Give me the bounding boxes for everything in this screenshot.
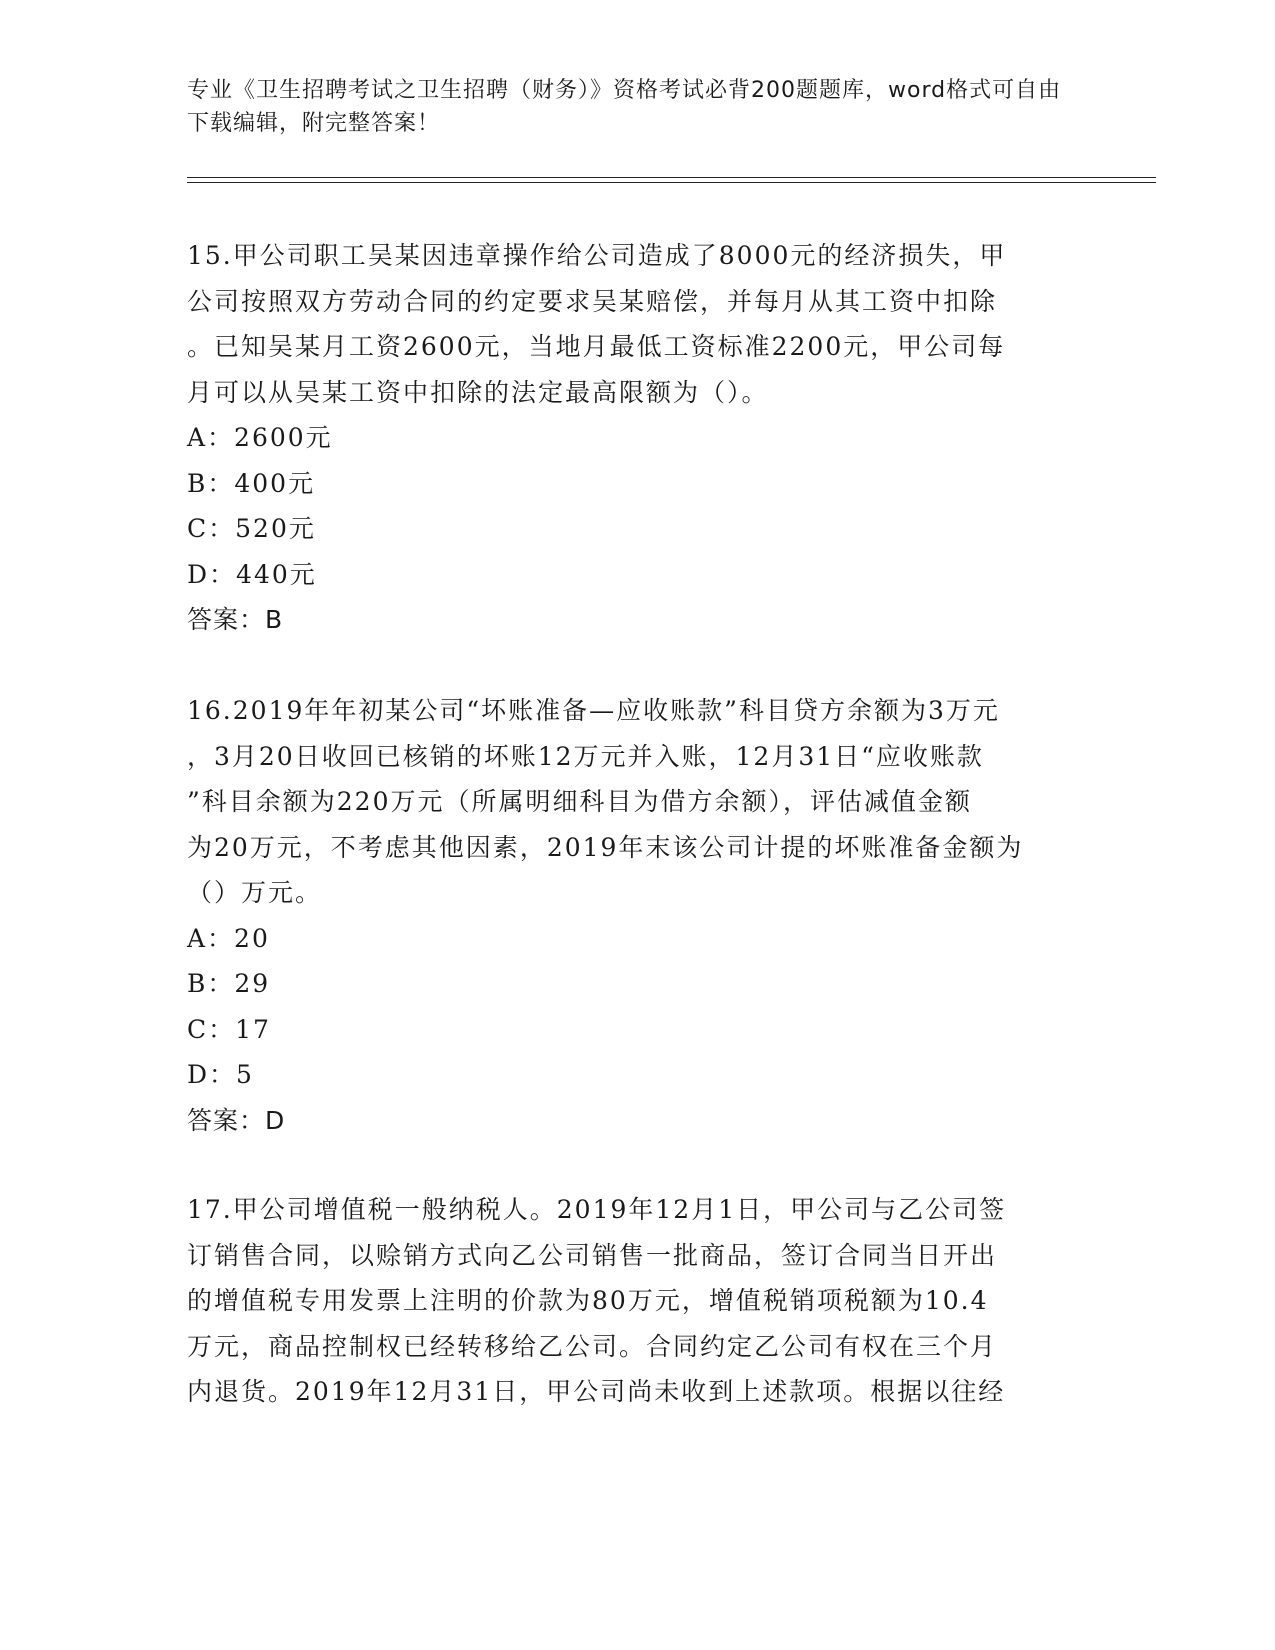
question-16-line-2: ，3月20日收回已核销的坏账12万元并入账，12月31日“应收账款	[187, 741, 984, 771]
question-16-option-b: B：29	[187, 969, 271, 998]
question-15-option-c: C：520元	[187, 514, 316, 543]
question-17-line-2: 订销售合同，以赊销方式向乙公司销售一批商品，签订合同当日开出	[187, 1240, 998, 1270]
question-16	[187, 688, 1077, 1143]
question-15-line-1: 15.甲公司职工吴某因违章操作给公司造成了8000元的经济损失，甲	[187, 241, 1007, 270]
header-divider-top	[187, 177, 1156, 178]
question-15-answer: 答案：B	[187, 605, 284, 634]
header-divider-bottom	[187, 182, 1156, 183]
document-header	[187, 74, 1067, 140]
question-16-line-4: 为20万元，不考虑其他因素，2019年末该公司计提的坏账准备金额为	[187, 832, 1024, 862]
question-16-line-5: （）万元。	[187, 878, 323, 907]
question-16-option-a: A：20	[187, 923, 270, 953]
question-17-line-4: 万元，商品控制权已经转移给乙公司。合同约定乙公司有权在三个月	[187, 1331, 998, 1361]
question-15	[187, 233, 1077, 643]
question-16-option-d: D：5	[187, 1060, 254, 1089]
question-15-line-3: 。已知吴某月工资2600元，当地月最低工资标准2200元，甲公司每	[187, 332, 1006, 361]
question-16-option-c: C：17	[187, 1014, 271, 1044]
question-15-line-2: 公司按照双方劳动合同的约定要求吴某赔偿，并每月从其工资中扣除	[187, 286, 998, 316]
question-15-option-a: A：2600元	[187, 423, 333, 452]
question-16-line-3: ”科目余额为220万元（所属明细科目为借方余额），评估减值金额	[187, 787, 973, 816]
header-title: 专业《卫生招聘考试之卫生招聘（财务）》资格考试必背200题题库，word格式可自由下载编辑，附完整答案！	[187, 78, 1062, 136]
question-17-line-3: 的增值税专用发票上注明的价款为80万元，增值税销项税额为10.4	[187, 1286, 989, 1315]
question-16-line-1: 16.2019年年初某公司“坏账准备—应收账款”科目贷方余额为3万元	[187, 696, 1000, 725]
question-17	[187, 1187, 1077, 1415]
question-16-answer: 答案：D	[187, 1105, 286, 1135]
question-15-line-4: 月可以从吴某工资中扣除的法定最高限额为（）。	[187, 377, 769, 407]
question-15-option-d: D：440元	[187, 559, 317, 589]
question-17-line-5: 内退货。2019年12月31日，甲公司尚未收到上述款项。根据以往经	[187, 1377, 1006, 1406]
question-15-option-b: B：400元	[187, 468, 316, 498]
question-17-line-1: 17.甲公司增值税一般纳税人。2019年12月1日，甲公司与乙公司签	[187, 1195, 1007, 1224]
